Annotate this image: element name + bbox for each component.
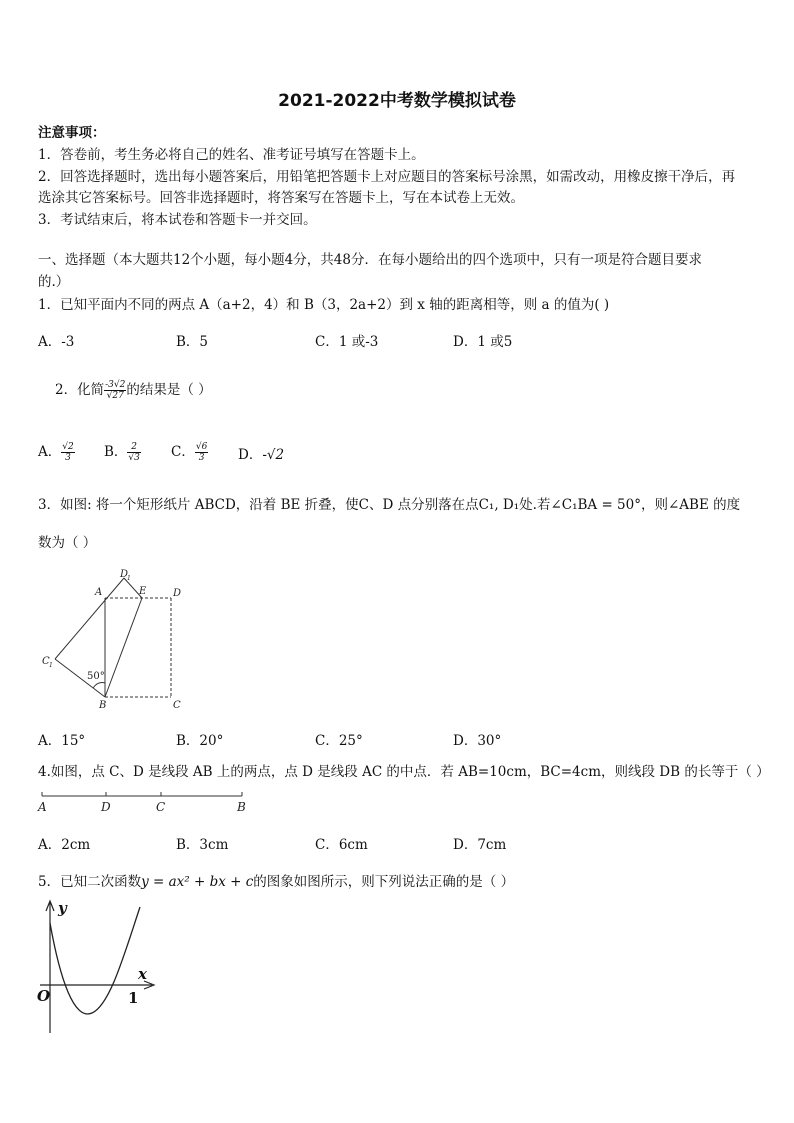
- q2-suffix: 的结果是（ ）: [126, 382, 212, 398]
- q5-label-x: x: [138, 965, 147, 983]
- question-5-text: [38, 870, 514, 890]
- q2-fraction: [104, 380, 126, 401]
- q4-figure: [36, 788, 251, 816]
- q2-option-d: [238, 443, 284, 463]
- q2-option-b-num: 2: [127, 442, 140, 453]
- q2-fraction-den: √27: [106, 391, 124, 401]
- q2-prefix: 2．化简: [55, 382, 105, 398]
- notice-item-3: 3．考试结束后，将本试卷和答题卡一并交回。: [38, 212, 317, 228]
- q1-option-c: C．1 或-3: [315, 334, 379, 350]
- q3-label-c1: C: [42, 656, 50, 667]
- q4-option-d: D．7cm: [453, 837, 507, 853]
- q3-label-c: C: [173, 700, 181, 711]
- q3-angle-label: 50°: [87, 671, 105, 682]
- q2-option-d-value: -√2: [262, 447, 285, 463]
- q3-label-c1-sub: 1: [49, 662, 53, 669]
- q3-option-d: D．30°: [453, 733, 502, 749]
- q5-label-one: 1: [128, 989, 139, 1007]
- q1-option-b: B．5: [176, 334, 209, 350]
- q2-option-a-den: 3: [65, 453, 71, 463]
- notice-item-2: 2．回答选择题时，选出每小题答案后，用铅笔把答题卡上对应题目的答案标号涂黑，如需改动，用橡皮擦干净后，再: [38, 169, 736, 185]
- q3-fold-be: [105, 598, 142, 697]
- question-3-text: 3．如图: 将一个矩形纸片 ABCD，沿着 BE 折叠，使C、D 点分别落在点C₁, D₁处.若∠C₁BA = 50°，则∠ABE 的度: [38, 497, 741, 513]
- q2-option-a-num: √2: [62, 442, 74, 452]
- q4-option-a: A．2cm: [38, 837, 91, 853]
- q2-option-a-label: A．: [38, 444, 62, 460]
- q3-angle-arc: [93, 683, 105, 688]
- q3-label-d: D: [173, 588, 182, 599]
- question-3-text-cont: 数为（ ）: [38, 535, 97, 551]
- q5-label-y: y: [58, 899, 67, 917]
- q3-edge-c1d1: [55, 578, 124, 659]
- q4-label-c: C: [156, 800, 166, 814]
- q5-parabola: [50, 907, 140, 1014]
- q2-option-a: [38, 440, 75, 463]
- q3-label-d1: D: [120, 569, 129, 580]
- q3-label-d1-sub: 1: [127, 575, 131, 582]
- q1-option-a: A．-3: [38, 334, 75, 350]
- q3-label-e: E: [139, 586, 147, 597]
- question-1-text: 1．已知平面内不同的两点 A（a+2，4）和 B（3，2a+2）到 x 轴的距离相等，则 a 的值为( ): [38, 297, 610, 313]
- question-2-text: [55, 378, 212, 401]
- section-heading-cont: 的.）: [38, 274, 70, 290]
- q5-label-origin: O: [37, 987, 51, 1005]
- q3-figure: [36, 566, 196, 714]
- notice-heading: 注意事项：: [38, 125, 106, 141]
- q5-prefix: 5．已知二次函数: [38, 874, 142, 890]
- q5-formula: y = ax² + bx + c: [141, 874, 254, 890]
- q2-option-b: [104, 440, 141, 463]
- q5-figure: [34, 895, 164, 1040]
- section-heading: 一、选择题（本大题共12个小题，每小题4分，共48分．在每小题给出的四个选项中，只有一项是符合题目要求: [38, 252, 702, 268]
- q3-option-c: C．25°: [315, 733, 363, 749]
- q3-option-a: A．15°: [38, 733, 86, 749]
- q2-option-b-den: √3: [128, 453, 140, 463]
- notice-item-1: 1．答卷前，考生务必将自己的姓名、准考证号填写在答题卡上。: [38, 147, 425, 163]
- q4-label-d: D: [101, 800, 111, 814]
- q3-label-a: A: [95, 587, 103, 598]
- notice-item-2-cont: 选涂其它答案标号。回答非选择题时，将答案写在答题卡上，写在本试卷上无效。: [38, 190, 524, 206]
- q4-label-b: B: [237, 800, 246, 814]
- q2-option-c-den: 3: [198, 453, 205, 463]
- q2-option-c-label: C．: [171, 444, 195, 460]
- q2-option-d-label: D．: [238, 447, 263, 463]
- q4-label-a: A: [38, 800, 47, 814]
- q3-option-b: B．20°: [176, 733, 224, 749]
- q2-option-b-label: B．: [104, 444, 128, 460]
- q3-label-b: B: [99, 700, 107, 711]
- q5-suffix: 的图象如图所示，则下列说法正确的是（ ）: [253, 874, 515, 890]
- q2-fraction-num: -3√2: [105, 380, 126, 390]
- q4-option-c: C．6cm: [315, 837, 368, 853]
- page-title: 2021-2022中考数学模拟试卷: [278, 91, 516, 111]
- question-4-text: 4.如图，点 C、D 是线段 AB 上的两点，点 D 是线段 AC 的中点．若 AB=10cm，BC=4cm，则线段 DB 的长等于（ ）: [38, 764, 770, 780]
- q2-option-c: [171, 440, 208, 463]
- q4-option-b: B．3cm: [176, 837, 229, 853]
- q2-option-c-num: √6: [195, 442, 208, 452]
- q1-option-d: D．1 或5: [453, 334, 513, 350]
